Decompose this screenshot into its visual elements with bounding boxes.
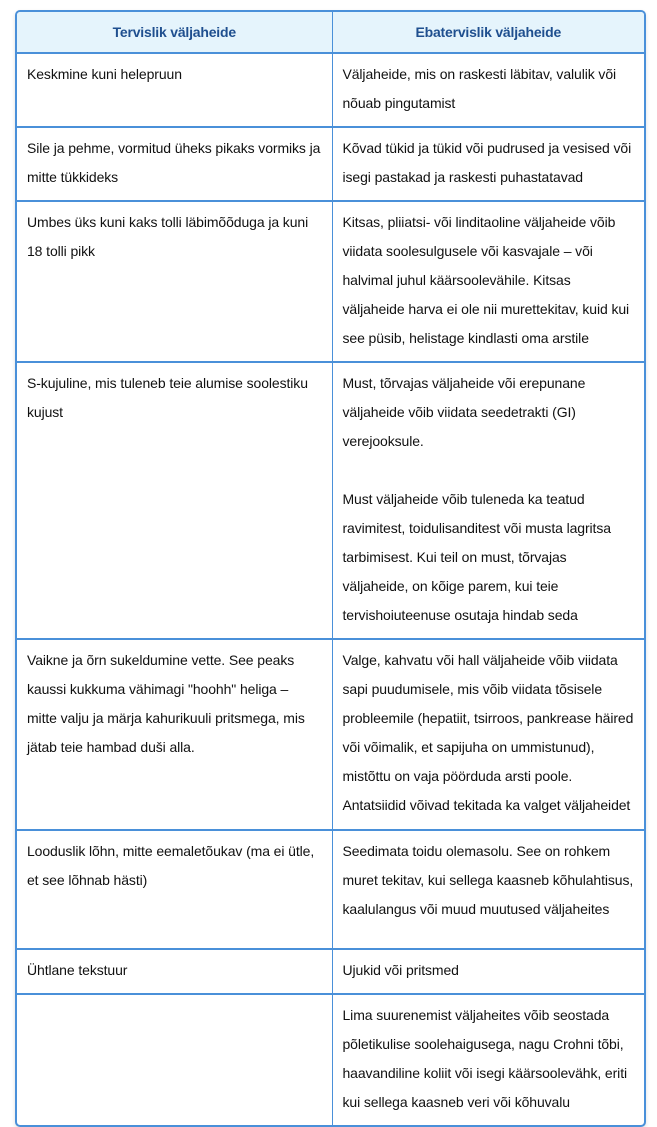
unhealthy-cell xyxy=(332,201,644,362)
header-healthy-stool: Tervislik väljaheide xyxy=(17,12,332,53)
table-row xyxy=(17,994,644,1125)
cell-text: Ujukid või pritsmed xyxy=(342,962,459,978)
unhealthy-cell xyxy=(332,639,644,830)
cell-text: Looduslik lõhn, mitte eemaletõukav (ma ei ütle, et see lõhnab hästi) xyxy=(27,843,315,888)
healthy-cell xyxy=(17,201,332,362)
healthy-cell xyxy=(17,127,332,201)
table-row xyxy=(17,201,644,362)
table-header-row xyxy=(17,12,644,53)
table-row xyxy=(17,53,644,127)
cell-text: Must väljaheide võib tuleneda ka teatud ravimitest, toidulisanditest või musta lagritsa tarbimisest. Kui teil on must, tõrvajas väljaheide, on kõige parem, kui teie tervishoiuteenuse osutaja hindab seda xyxy=(342,491,611,623)
table-row xyxy=(17,127,644,201)
cell-text: Must, tõrvajas väljaheide või erepunane väljaheide võib viidata seedetrakti (GI) verejooksule. xyxy=(342,375,586,449)
cell-text: Keskmine kuni helepruun xyxy=(27,66,182,82)
healthy-cell xyxy=(17,949,332,994)
cell-text: S-kujuline, mis tuleneb teie alumise soolestiku kujust xyxy=(27,375,308,420)
table-row xyxy=(17,362,644,639)
unhealthy-cell xyxy=(332,994,644,1125)
cell-text: Vaikne ja õrn sukeldumine vette. See peaks kaussi kukkuma vähimagi "hoohh" heliga – mitte valju ja märja kahurikuuli pritsmega, mis jätab teie hambad duši alla. xyxy=(27,652,305,755)
unhealthy-cell xyxy=(332,127,644,201)
unhealthy-cell xyxy=(332,362,644,639)
table-row xyxy=(17,639,644,830)
cell-text: Umbes üks kuni kaks tolli läbimõõduga ja kuni 18 tolli pikk xyxy=(27,214,309,259)
cell-text: Ühtlane tekstuur xyxy=(27,962,128,978)
cell-text: Seedimata toidu olemasolu. See on rohkem muret tekitav, kui sellega kaasneb kõhulahtisus, kaalulangus või muud muutused väljaheites xyxy=(342,843,634,917)
cell-text: Valge, kahvatu või hall väljaheide võib viidata sapi puudumisele, mis võib viidata tõsisele probleemile (hepatiit, tsirroos, pankrease häired või võimalik, et sapijuha on ummistunud), mistõttu on vaja pöörduda arsti poole. Antatsiidid võivad tekitada ka valget väljaheidet xyxy=(342,652,634,813)
healthy-cell xyxy=(17,639,332,830)
healthy-cell xyxy=(17,362,332,639)
stool-comparison-table xyxy=(17,12,644,1125)
unhealthy-cell xyxy=(332,53,644,127)
stool-comparison-table-container xyxy=(15,10,646,1127)
healthy-cell-empty xyxy=(17,994,332,1125)
cell-text: Lima suurenemist väljaheites võib seostada põletikulise soolehaigusega, nagu Crohni tõbi, haavandiline koliit või isegi käärsoolevähk, eriti kui sellega kaasneb veri või kõhuvalu xyxy=(342,1007,627,1110)
cell-text: Kitsas, pliiatsi- või linditaoline väljaheide võib viidata soolesulgusele või kasvajale – või halvimal juhul käärsoolevähile. Kitsas väljaheide harva ei ole nii murettekitav, kuid kui see püsib, helistage kindlasti oma arstile xyxy=(342,214,630,346)
unhealthy-cell xyxy=(332,949,644,994)
table-row xyxy=(17,830,644,949)
healthy-cell xyxy=(17,53,332,127)
header-unhealthy-stool: Ebatervislik väljaheide xyxy=(332,12,644,53)
cell-text: Väljaheide, mis on raskesti läbitav, valulik või nõuab pingutamist xyxy=(342,66,617,111)
cell-text: Kõvad tükid ja tükid või pudrused ja vesised või isegi pastakad ja raskesti puhastatavad xyxy=(342,140,632,185)
unhealthy-cell xyxy=(332,830,644,949)
cell-text: Sile ja pehme, vormitud üheks pikaks vormiks ja mitte tükkideks xyxy=(27,140,321,185)
table-row xyxy=(17,949,644,994)
healthy-cell xyxy=(17,830,332,949)
